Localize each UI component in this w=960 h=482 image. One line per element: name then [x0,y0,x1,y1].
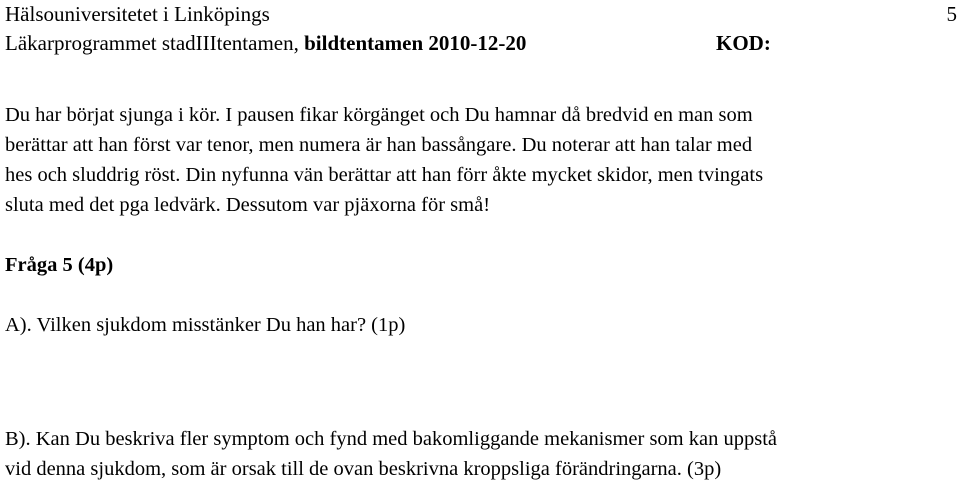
exam-title [5,30,526,56]
question-heading: Fråga 5 (4p) [5,254,114,276]
case-line-2: berättar att han först var tenor, men numera är han bassångare. Du noterar att han talar med [5,134,753,156]
exam-title-bold: bildtentamen 2010-12-20 [304,31,527,55]
question-part-b-line-2: vid denna sjukdom, som är orsak till de ovan beskrivna kroppsliga förändringarna. (3p) [5,458,722,480]
institution-name: Hälsouniversitetet i Linköpings [5,2,270,26]
page-number: 5 [946,2,957,26]
question-part-a: A). Vilken sjukdom misstänker Du han har? (1p) [5,314,406,336]
case-line-1: Du har börjat sjunga i kör. I pausen fikar körgänget och Du hamnar då bredvid en man som [5,104,753,126]
case-line-4: sluta med det pga ledvärk. Dessutom var pjäxorna för små! [5,194,491,216]
exam-title-prefix: Läkarprogrammet stadIIItentamen, [5,31,305,55]
code-label: KOD: [716,31,771,55]
case-line-3: hes och sluddrig röst. Din nyfunna vän berättar att han förr åkte mycket skidor, men tvingats [5,164,764,186]
question-part-b-line-1: B). Kan Du beskriva fler symptom och fynd med bakomliggande mekanismer som kan uppstå [5,428,778,450]
